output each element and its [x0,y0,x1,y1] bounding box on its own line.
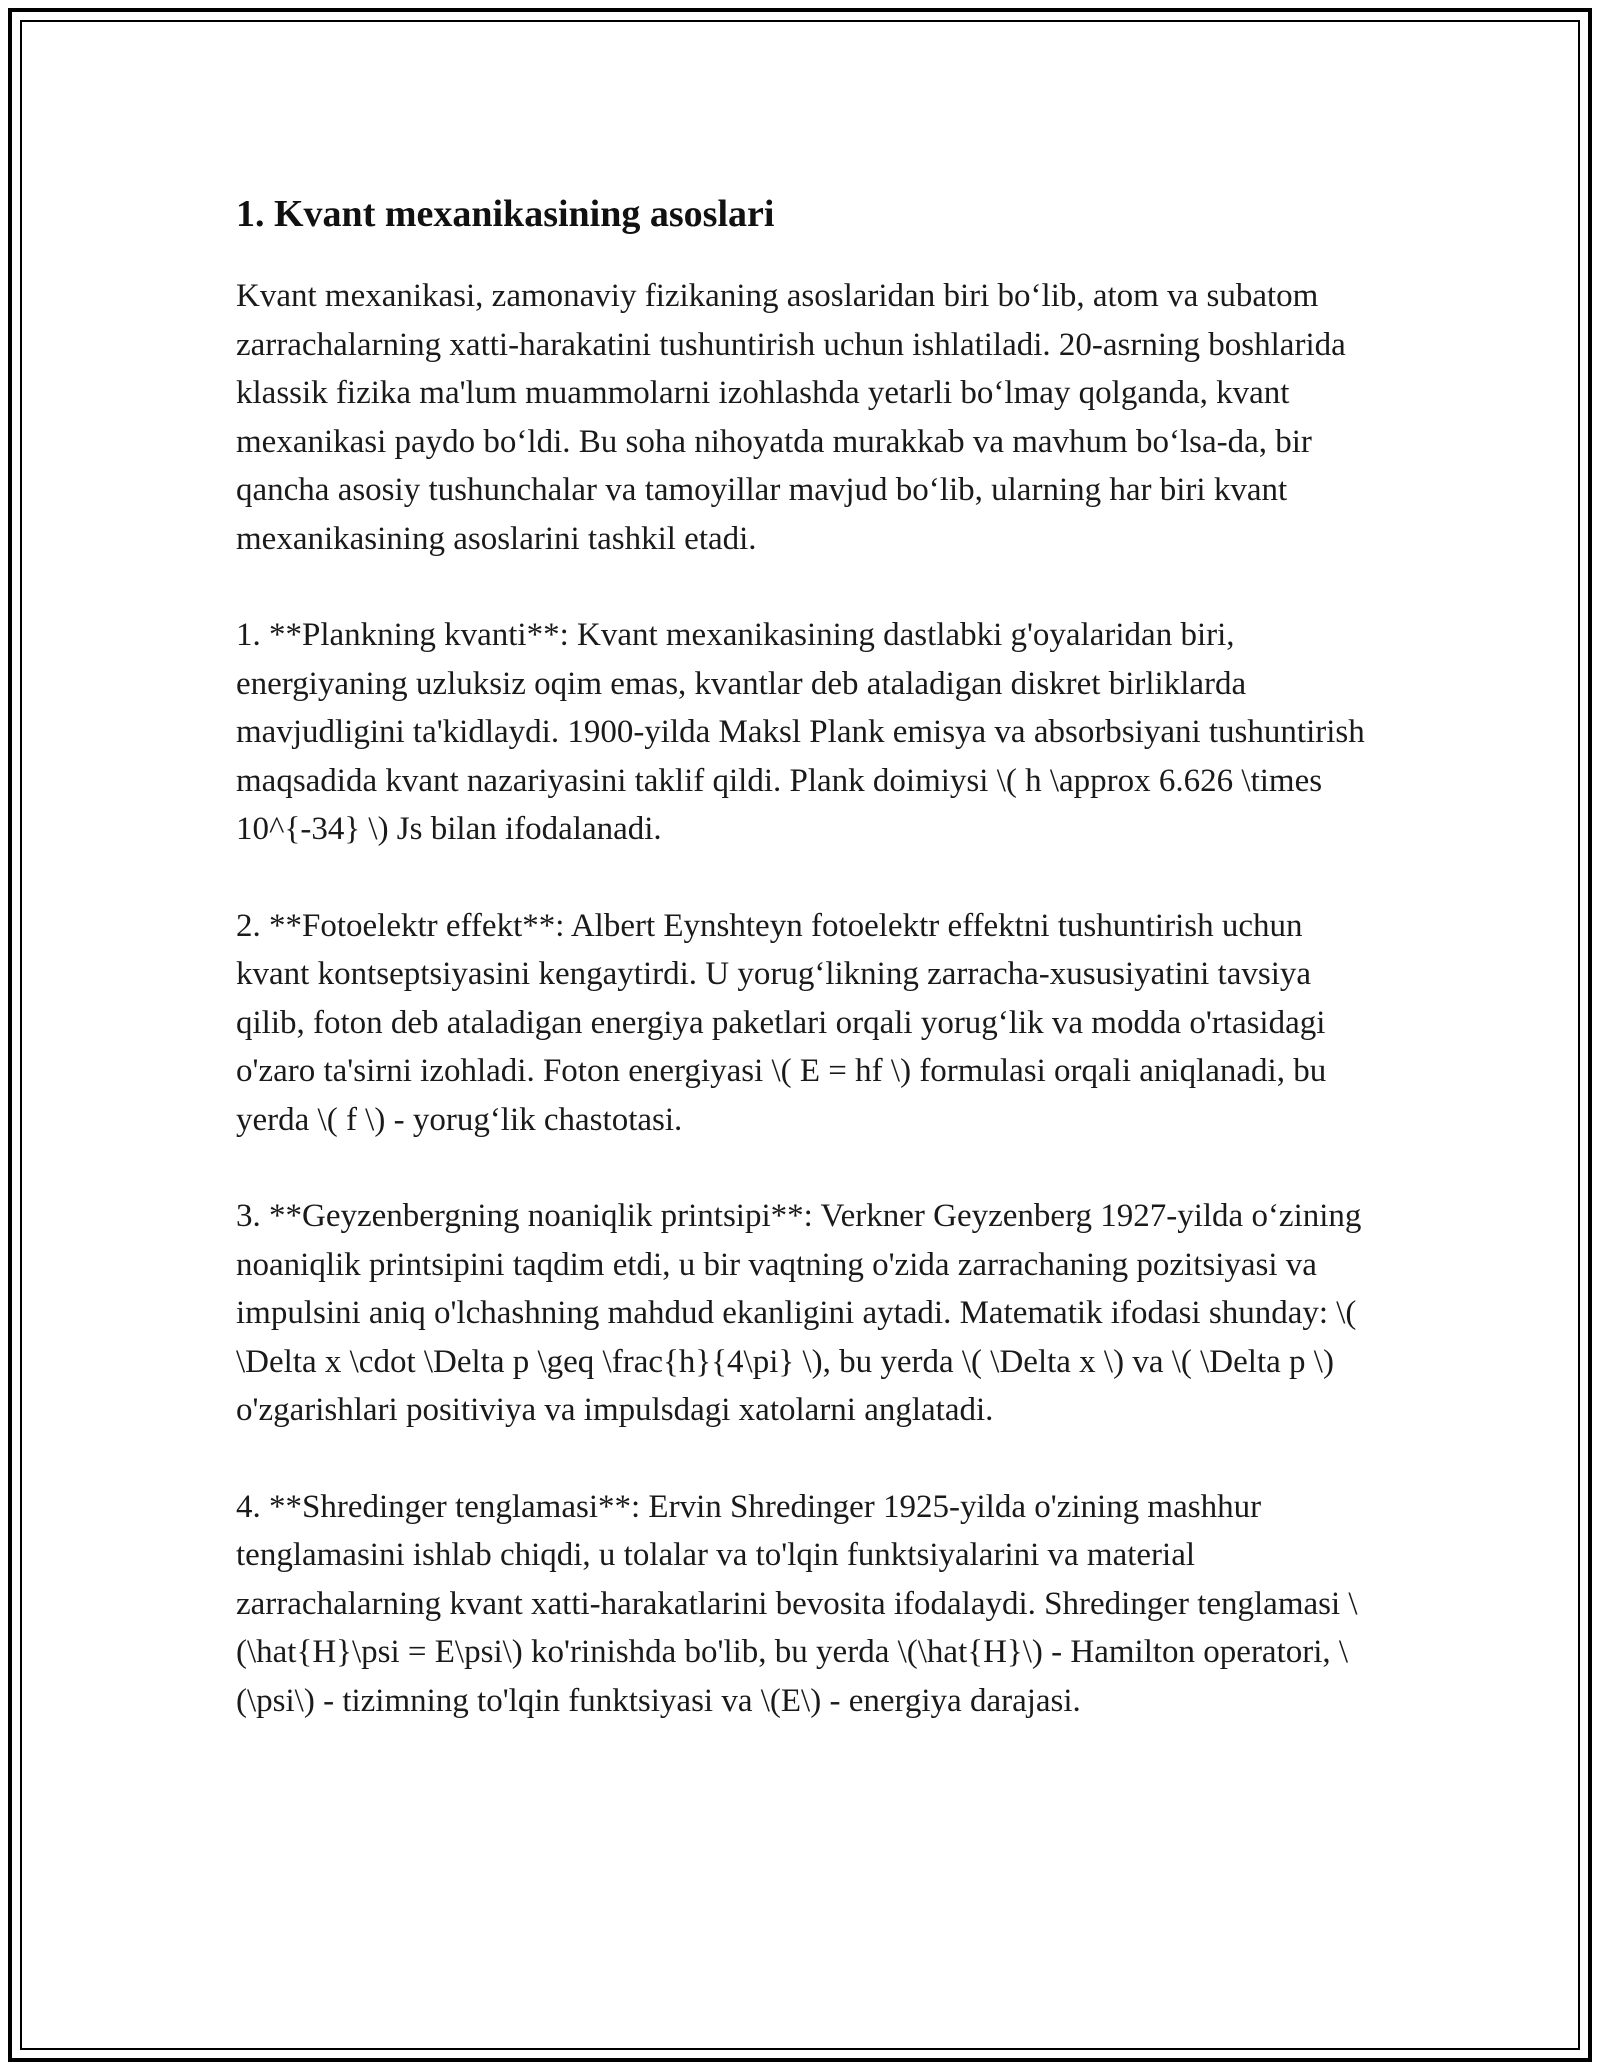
intro-paragraph: Kvant mexanikasi, zamonaviy fizikaning asoslaridan biri bo‘lib, atom va subatom zarrachalarning xatti-harakatini tushuntirish uchun ishlatiladi. 20-asrning boshlarida klassik fizika ma'lum muammolarni izohlashda yetarli bo‘lmay qolganda, kvant mexanikasi paydo bo‘ldi. Bu soha nihoyatda murakkab va mavhum bo‘lsa-da, bir qancha asosiy tushunchalar va tamoyillar mavjud bo‘lib, ularning har biri kvant mexanikasining asoslarini tashkil etadi. [236,278,1346,557]
document-body [236,186,1366,1773]
paragraph-photoelectric: 2. **Fotoelektr effekt**: Albert Eynshteyn fotoelektr effektni tushuntirish uchun kvant kontseptsiyasini kengaytirdi. U yorug‘likning zarracha-xususiyatini tavsiya qilib, foton deb ataladigan energiya paketlari orqali yorug‘lik va modda o'rtasidagi o'zaro ta'sirni izohladi. Foton energiyasi \( E = hf \) formulasi orqali aniqlanadi, bu yerda \( f \) - yorug‘lik chastotasi. [236,907,1327,1138]
paragraph-heisenberg: 3. **Geyzenbergning noaniqlik printsipi**: Verkner Geyzenberg 1927-yilda o‘zining noaniqlik printsipini taqdim etdi, u bir vaqtning o'zida zarrachaning pozitsiyasi va impulsini aniq o'lchashning mahdud ekanligini aytadi. Matematik ifodasi shunday: \( \Delta x \cdot \Delta p \geq \frac{h}{4\pi} \), bu yerda \( \Delta x \) va \( \Delta p \) o'zgarishlari positiviya va impulsdagi xatolarni anglatadi. [236,1198,1362,1428]
section-title: 1. Kvant mexanikasining asoslari [236,193,775,235]
paragraph-plank: 1. **Plankning kvanti**: Kvant mexanikasining dastlabki g'oyalaridan biri, energiyaning uzluksiz oqim emas, kvantlar deb ataladigan diskret birliklarda mavjudligini ta'kidlaydi. 1900-yilda Maksl Plank emisya va absorbsiyani tushuntirish maqsadida kvant nazariyasini taklif qildi. Plank doimiysi \( h \approx 6.626 \times 10^{-34} \) Js bilan ifodalanadi. [236,617,1365,847]
paragraph-schrodinger: 4. **Shredinger tenglamasi**: Ervin Shredinger 1925-yilda o'zining mashhur tenglamasini ishlab chiqdi, u tolalar va to'lqin funktsiyalarini va material zarrachalarning kvant xatti-harakatlarini bevosita ifodalaydi. Shredinger tenglamasi \(\hat{H}\psi = E\psi\) ko'rinishda bo'lib, bu yerda \(\hat{H}\) - Hamilton operatori, \(\psi\) - tizimning to'lqin funktsiyasi va \(E\) - energiya darajasi. [236,1488,1358,1719]
